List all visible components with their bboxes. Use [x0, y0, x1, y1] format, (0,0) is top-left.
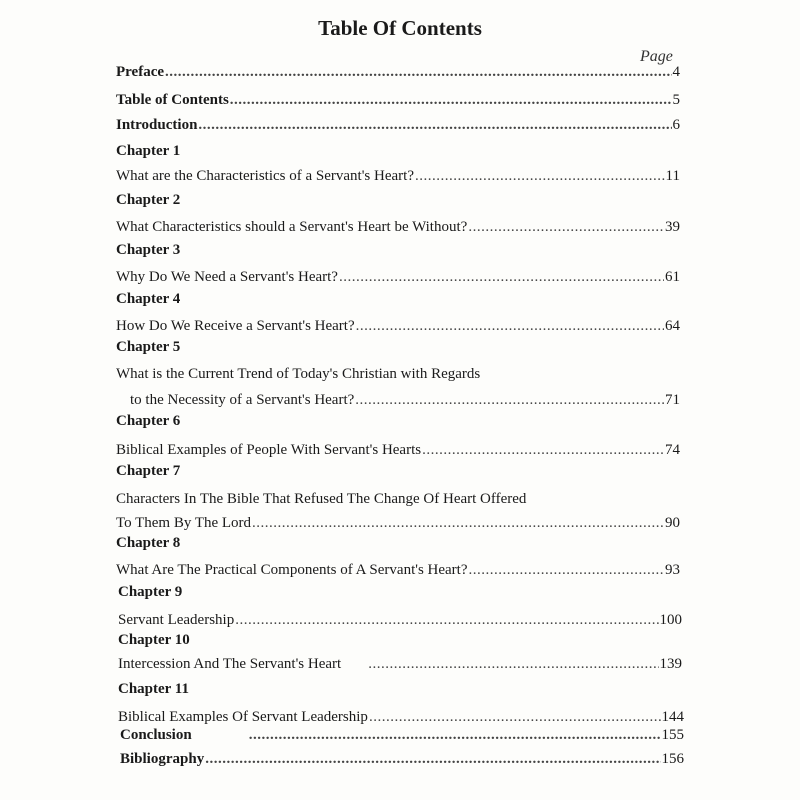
toc-entry-label: To Them By The Lord: [116, 515, 252, 531]
dot-leader: [205, 750, 660, 768]
dot-leader: [469, 561, 665, 579]
toc-entry-page: 61: [665, 269, 680, 285]
toc-entry-chapter-9[interactable]: [118, 611, 682, 629]
toc-entry-conclusion[interactable]: [120, 726, 684, 744]
dot-leader: [415, 167, 665, 185]
toc-entry-page: 90: [665, 515, 680, 531]
toc-entry-chapter-11[interactable]: [118, 708, 684, 726]
dot-leader: [356, 317, 664, 335]
chapter-heading: Chapter 10: [118, 632, 190, 648]
chapter-heading: Chapter 6: [116, 413, 181, 429]
toc-entry-chapter-6[interactable]: [116, 441, 680, 459]
toc-entry-label: How Do We Receive a Servant's Heart?: [116, 318, 355, 334]
toc-entry-chapter-1[interactable]: [116, 167, 680, 185]
page-column-label: Page: [640, 48, 673, 65]
chapter-heading: Chapter 7: [116, 463, 181, 479]
toc-entry-preface[interactable]: [116, 63, 680, 81]
dot-leader: [468, 218, 664, 236]
toc-entry-table-of-contents[interactable]: [116, 91, 680, 109]
toc-entry-page: 39: [665, 219, 680, 235]
chapter-heading: Chapter 9: [118, 584, 183, 600]
dot-leader: [198, 116, 671, 134]
dot-leader: [249, 726, 661, 744]
toc-entry-page: 100: [659, 612, 682, 628]
toc-entry-page: 93: [665, 562, 680, 578]
toc-entry-bibliography[interactable]: [120, 750, 684, 768]
toc-entry-chapter-2[interactable]: [116, 218, 680, 236]
dot-leader: [355, 391, 664, 409]
chapter-heading: Chapter 2: [116, 192, 181, 208]
toc-entry-label: Characters In The Bible That Refused The Change Of Heart Offered: [116, 491, 527, 507]
toc-entry-label: What Characteristics should a Servant's Heart be Without?: [116, 219, 468, 235]
dot-leader: [339, 268, 664, 286]
toc-entry-label: What is the Current Trend of Today's Christian with Regards: [116, 366, 481, 382]
toc-entry-chapter-7[interactable]: [116, 514, 680, 532]
toc-entry-page: 155: [661, 727, 684, 743]
chapter-heading: Chapter 5: [116, 339, 181, 355]
toc-entry-page: 74: [665, 442, 680, 458]
chapter-heading: Chapter 1: [116, 143, 181, 159]
toc-entry-page: 64: [665, 318, 680, 334]
toc-entry-page: 4: [672, 64, 680, 80]
toc-entry-page: 5: [672, 92, 680, 108]
dot-leader: [165, 63, 671, 81]
toc-entry-chapter-10[interactable]: [118, 655, 682, 673]
toc-entry-label: What are the Characteristics of a Servant's Heart?: [116, 168, 414, 184]
toc-entry-label: Conclusion: [120, 727, 192, 743]
toc-entry-chapter-5[interactable]: [130, 391, 680, 409]
toc-entry-introduction[interactable]: [116, 116, 680, 134]
toc-entry-label: Intercession And The Servant's Heart: [118, 656, 342, 672]
toc-entry-page: 139: [659, 656, 682, 672]
toc-entry-page: 156: [661, 751, 684, 767]
chapter-heading: Chapter 8: [116, 535, 181, 551]
dot-leader: [369, 708, 661, 726]
toc-entry-label: Table of Contents: [116, 92, 229, 108]
toc-entry-label: Bibliography: [120, 751, 205, 767]
dot-leader: [368, 655, 658, 673]
chapter-heading: Chapter 4: [116, 291, 181, 307]
dot-leader: [252, 514, 664, 532]
toc-entry-page: 11: [665, 168, 680, 184]
toc-entry-page: 71: [665, 392, 680, 408]
toc-entry-page: 6: [672, 117, 680, 133]
toc-entry-label: What Are The Practical Components of A Servant's Heart?: [116, 562, 468, 578]
toc-entry-label: Biblical Examples Of Servant Leadership: [118, 709, 368, 725]
page-title: Table Of Contents: [318, 16, 482, 40]
toc-entry-chapter-4[interactable]: [116, 317, 680, 335]
toc-entry-label: to the Necessity of a Servant's Heart?: [130, 392, 355, 408]
toc-entry-label: Biblical Examples of People With Servant's Hearts: [116, 442, 422, 458]
toc-entry-label: Preface: [116, 64, 165, 80]
dot-leader: [235, 611, 658, 629]
toc-entry-label: Introduction: [116, 117, 198, 133]
dot-leader: [230, 91, 672, 109]
toc-entry-label: Servant Leadership: [118, 612, 235, 628]
dot-leader: [422, 441, 664, 459]
toc-entry-page: 144: [661, 709, 684, 725]
toc-entry-chapter-8[interactable]: [116, 561, 680, 579]
chapter-heading: Chapter 3: [116, 242, 181, 258]
toc-entry-label: Why Do We Need a Servant's Heart?: [116, 269, 338, 285]
chapter-heading: Chapter 11: [118, 681, 189, 697]
toc-entry-chapter-3[interactable]: [116, 268, 680, 286]
